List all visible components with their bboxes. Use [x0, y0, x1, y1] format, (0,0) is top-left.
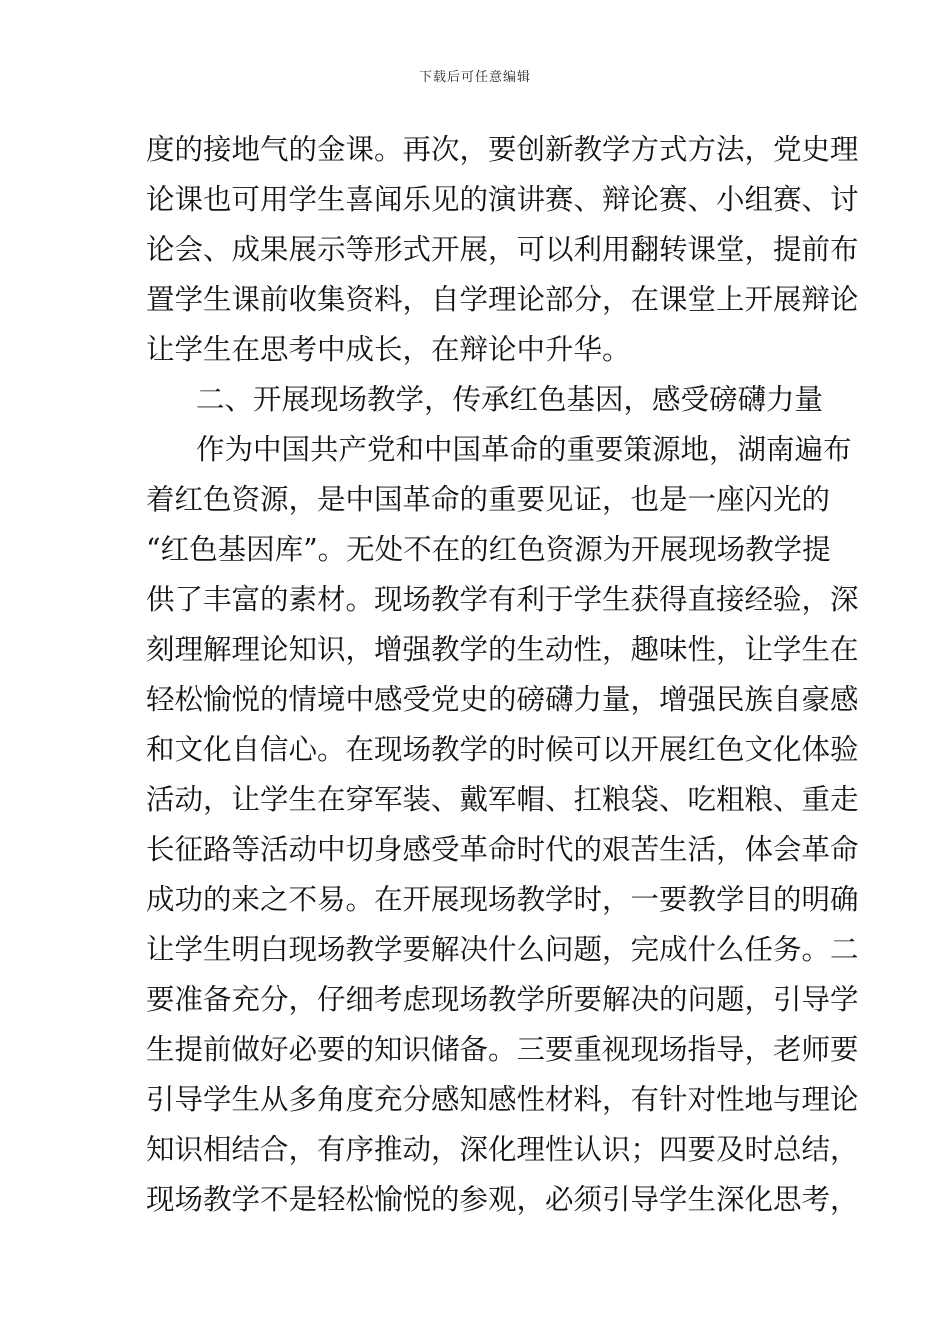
section-heading: 二、开展现场教学，传承红色基因，感受磅礴力量: [196, 383, 824, 416]
body-line: 要准备充分，仔细考虑现场教学所要解决的问题，引导学: [146, 983, 859, 1016]
body-line: 生提前做好必要的知识储备。三要重视现场指导，老师要: [146, 1033, 859, 1066]
body-line: 着红色资源，是中国革命的重要见证，也是一座闪光的: [146, 483, 831, 516]
body-line: 论会、成果展示等形式开展，可以利用翻转课堂，提前布: [146, 233, 859, 266]
body-line: 供了丰富的素材。现场教学有利于学生获得直接经验，深: [146, 583, 859, 616]
body-line: 让学生在思考中成长，在辩论中升华。: [146, 333, 631, 366]
body-line: 让学生明白现场教学要解决什么问题，完成什么任务。二: [146, 933, 859, 966]
body-line: 度的接地气的金课。再次，要创新教学方式方法，党史理: [146, 133, 859, 166]
body-line: 知识相结合，有序推动，深化理性认识；四要及时总结，: [146, 1133, 859, 1166]
body-line: 活动，让学生在穿军装、戴军帽、扛粮袋、吃粗粮、重走: [146, 783, 859, 816]
body-line: 和文化自信心。在现场教学的时候可以开展红色文化体验: [146, 733, 859, 766]
paragraph-start: 作为中国共产党和中国革命的重要策源地，湖南遍布: [196, 433, 852, 466]
page-header: 下载后可任意编辑: [418, 70, 531, 85]
body-line: “红色基因库”。无处不在的红色资源为开展现场教学提: [146, 533, 831, 566]
body-line: 成功的来之不易。在开展现场教学时，一要教学目的明确: [146, 883, 859, 916]
body-line: 论课也可用学生喜闻乐见的演讲赛、辩论赛、小组赛、讨: [146, 183, 859, 216]
body-line: 现场教学不是轻松愉悦的参观，必须引导学生深化思考，: [146, 1183, 859, 1216]
body-line: 刻理解理论知识，增强教学的生动性，趣味性，让学生在: [146, 633, 859, 666]
body-line: 长征路等活动中切身感受革命时代的艰苦生活，体会革命: [146, 833, 859, 866]
body-line: 轻松愉悦的情境中感受党史的磅礴力量，增强民族自豪感: [146, 683, 859, 716]
body-line: 引导学生从多角度充分感知感性材料，有针对性地与理论: [146, 1083, 859, 1116]
body-line: 置学生课前收集资料，自学理论部分，在课堂上开展辩论: [146, 283, 859, 316]
